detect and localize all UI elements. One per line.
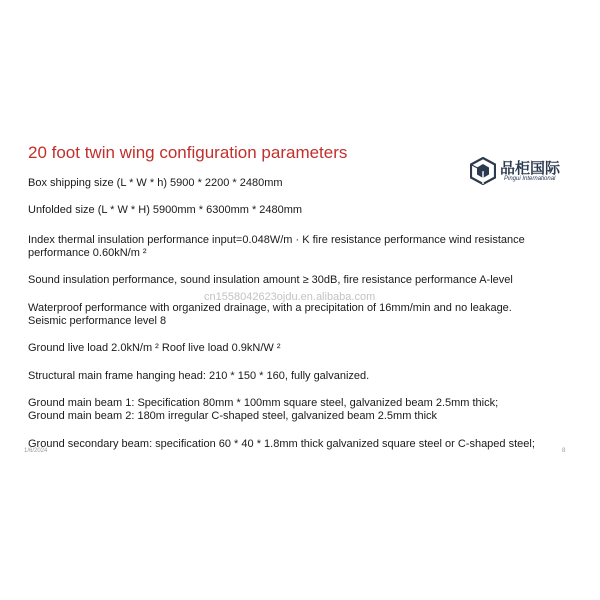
logo-english-name: Pingui International [504, 176, 556, 182]
spec-line-sound-insulation: Sound insulation performance, sound insulation amount ≥ 30dB, fire resistance performance A-level [28, 274, 513, 286]
spec-line-wind-resistance: performance 0.60kN/m ² [28, 247, 147, 259]
footer-page-number: 8 [562, 448, 566, 454]
spec-line-main-frame: Structural main frame hanging head: 210 * 150 * 160, fully galvanized. [28, 370, 370, 382]
spec-line-live-load: Ground live load 2.0kN/m ² Roof live load 0.9kN/W ² [28, 342, 281, 354]
spec-line-waterproof: Waterproof performance with organized drainage, with a precipitation of 16mm/min and no leakage. [28, 302, 512, 314]
spec-line-main-beam-2: Ground main beam 2: 180m irregular C-shaped steel, galvanized beam 2.5mm thick [28, 410, 438, 422]
spec-line-shipping-size: Box shipping size (L * W * h) 5900 * 2200 * 2480mm [28, 177, 283, 189]
logo-cube-icon [470, 157, 496, 185]
company-logo [470, 157, 580, 187]
spec-line-thermal-insulation: Index thermal insulation performance input=0.048W/m · K fire resistance performance wind resistance [28, 234, 525, 246]
footer-date: 1/6/2024 [24, 448, 48, 454]
spec-line-unfolded-size: Unfolded size (L * W * H) 5900mm * 6300mm * 2480mm [28, 204, 303, 216]
watermark-text: cn1558042623ojdu.en.alibaba.com [204, 291, 376, 303]
slide-title: 20 foot twin wing configuration parameters [28, 143, 348, 162]
spec-line-main-beam-1: Ground main beam 1: Specification 80mm * 100mm square steel, galvanized beam 2.5mm thick; [28, 397, 499, 409]
spec-line-secondary-beam: Ground secondary beam: specification 60 * 40 * 1.8mm thick galvanized square steel or C-shaped steel; [28, 438, 535, 450]
spec-line-seismic: Seismic performance level 8 [28, 315, 167, 327]
logo-chinese-name: 品柜国际 [500, 159, 561, 177]
